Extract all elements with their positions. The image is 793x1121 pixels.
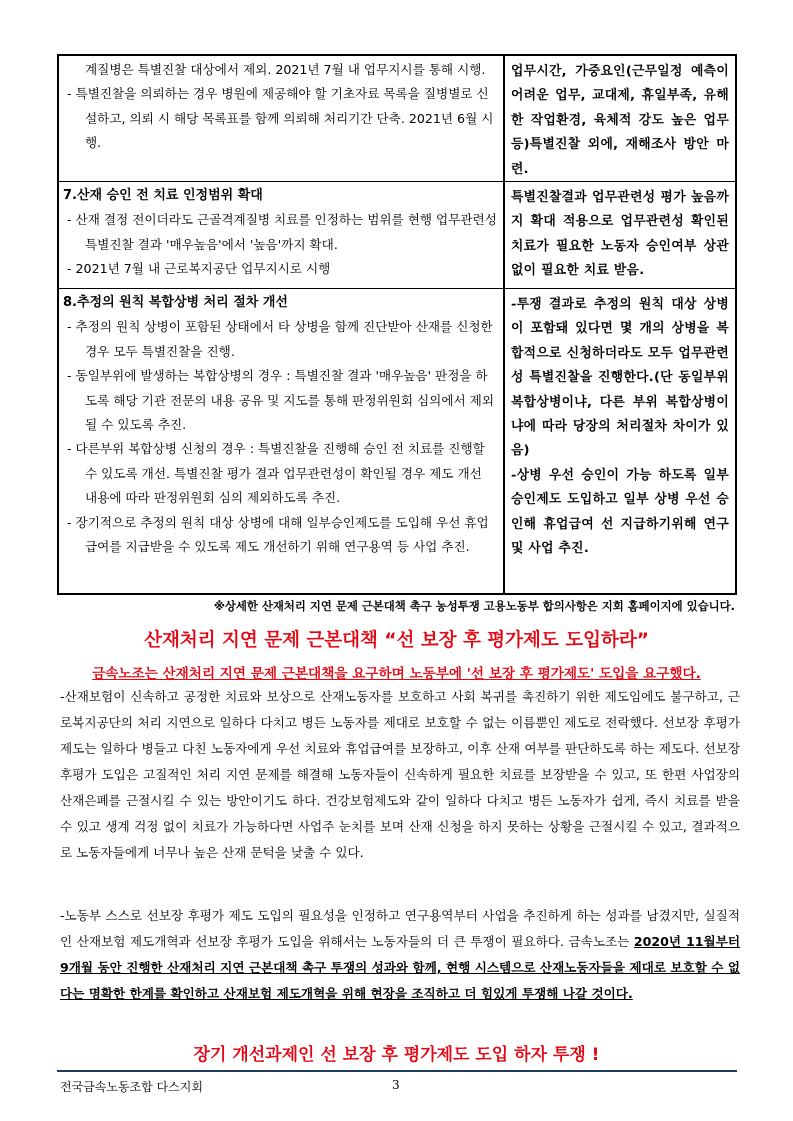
table-cell-content <box>59 182 505 288</box>
section-title: 7.산재 승인 전 치료 인정범위 확대 <box>63 188 263 203</box>
result-text: -투쟁 결과로 추정의 원칙 대상 상병이 포함돼 있다면 몇 개의 상병을 복합적으로 신청하더라도 모두 업무관련성 특별진찰을 진행한다.(단 동일부위 복합상병이냐, 다른 부위 복합상병이냐에 따라 당장의 처리절차 차이가 있음) <box>511 297 729 459</box>
table-cell-result: 특별진찰결과 업무관련성 평가 높음까지 확대 적용으로 업무관련성 확인된 치료가 필요한 노동자 승인여부 상관없이 필요한 치료 받음. <box>511 190 729 279</box>
result-text: -상병 우선 승인이 가능 하도록 일부승인제도 도입하고 일부 상병 우선 승인해 휴업급여 선 지급하기위해 연구 및 사업 추진. <box>511 467 729 557</box>
table-cell-result: 업무시간, 가중요인(근무일정 예측이 어려운 업무, 교대제, 휴일부족, 유해한 작업환경, 육체적 강도 높은 업무 등)특별진찰 외에, 재해조사 방안 마련. <box>511 64 729 177</box>
list-item: - 특별진찰을 의뢰하는 경우 병원에 제공해야 할 기초자료 목록을 질병별로 신설하고, 의뢰 시 해당 목록표를 함께 의뢰해 처리기간 단축. 2021년 6월 시행. <box>67 86 494 151</box>
list-item: - 장기적으로 추정의 원칙 대상 상병에 대해 일부승인제도를 도입해 우선 휴업급여를 지급받을 수 있도록 제도 개선하기 위해 연구용역 등 사업 추진. <box>67 514 489 555</box>
body-paragraph <box>60 903 740 1007</box>
table-row <box>59 181 735 288</box>
list-item: - 산재 결정 전이더라도 근골격계질병 치료를 인정하는 범위를 현행 업무관련성 특별진찰 결과 '매우높음'에서 '높음'까지 확대. <box>67 212 497 252</box>
table-cell-content <box>59 56 505 181</box>
closing-slogan: 장기 개선과제인 선 보장 후 평가제도 도입 하자 투쟁 ! <box>193 1045 600 1065</box>
list-item: - 2021년 7월 내 근로복지공단 업무지시로 시행 <box>67 261 331 277</box>
table-cell-result <box>505 289 735 593</box>
footer-divider <box>57 1070 737 1072</box>
paragraph-intro: -노동부 스스로 선보장 후평가 제도 도입의 필요성을 인정하고 연구용역부터 사업을 추진하게 하는 성과를 남겼지만, 실질적인 산재보험 제도개혁과 선보장 후평가 도입을 위해서는 노동자들의 더 큰 투쟁이 필요하다. 금속노조는 <box>60 908 740 949</box>
footer-organization: 전국금속노동조합 다스지회 <box>60 1080 203 1094</box>
paragraph-emphasis: 2020년 11월부터 9개월 동안 진행한 산재처리 지연 근본대책 촉구 투쟁의 성과와 함께, 현행 시스템으로 산재노동자들을 제대로 보호할 수 없다는 명확한 한계를 확인하고 산재보험 제도개혁을 위해 현장을 조직하고 더 힘있게 투쟁해 나갈 것이다. <box>60 934 741 1001</box>
table-row <box>59 288 735 593</box>
section-title: 8.추정의 원칙 복합상병 처리 절차 개선 <box>63 295 288 310</box>
section-heading: 산재처리 지연 문제 근본대책 “선 보장 후 평가제도 도입하라” <box>144 630 649 651</box>
agreement-table <box>57 54 737 595</box>
list-item: - 동일부위에 발생하는 복합상병의 경우 : 특별진찰 결과 '매우높음' 판정을 하도록 해당 기관 전문의 내용 공유 및 지도를 통해 판정위원회 심의에서 제외될 수 있도록 추진. <box>67 368 495 433</box>
table-cell-content <box>59 289 505 593</box>
page-number: 3 <box>392 1078 400 1092</box>
footnote: ※상세한 산재처리 지연 문제 근본대책 촉구 농성투쟁 고용노동부 합의사항은 지회 홈페이지에 있습니다. <box>213 599 735 613</box>
table-row <box>59 56 735 181</box>
list-item: - 추정의 원칙 상병이 포함된 상태에서 타 상병을 함께 진단받아 산재를 신청한 경우 모두 특별진찰을 진행. <box>67 319 493 359</box>
list-item: - 다른부위 복합상병 신청의 경우 : 특별진찰을 진행해 승인 전 치료를 진행할 수 있도록 개선. 특별진찰 평가 결과 업무관련성이 확인될 경우 제도 개선 내용에 따라 판정위원회 심의 제외하도록 추진. <box>67 441 485 506</box>
list-item: 계질병은 특별진찰 대상에서 제외. 2021년 7월 내 업무지시를 통해 시행. <box>85 62 486 77</box>
body-paragraph: -산재보험이 신속하고 공정한 치료와 보상으로 산재노동자를 보호하고 사회 복귀를 촉진하기 위한 제도임에도 불구하고, 근로복지공단의 처리 지연으로 일하다 다치고 병든 노동자를 제대로 보호할 수 없는 이름뿐인 제도로 전락했다. 선보장 후평가 제도는 일하다 병들고 다친 노동자에게 우선 치료와 휴업급여를 보장하고, 이후 산재 여부를 판단하도록 하는 제도다. 선보장 후평가 도입은 고질적인 처리 지연 문제를 해결해 노동자들이 신속하게 필요한 치료를 보장받을 수 있고, 또 한편 사업장의 산재은폐를 근절시킬 수 있는 방안이기도 하다. 건강보험제도와 같이 일하다 다치고 병든 노동자가 쉽게, 즉시 치료를 받을 수 있고 생계 걱정 없이 치료가 가능하다면 사업주 눈치를 보며 산재 신청을 하지 못하는 상황을 근절시킬 수 있고, 결과적으로 노동자들에게 너무나 높은 산재 문턱을 낮출 수 있다. <box>60 689 740 860</box>
section-subheading: 금속노조는 산재처리 지연 문제 근본대책을 요구하며 노동부에 '선 보장 후 평가제도' 도입을 요구했다. <box>92 666 701 682</box>
